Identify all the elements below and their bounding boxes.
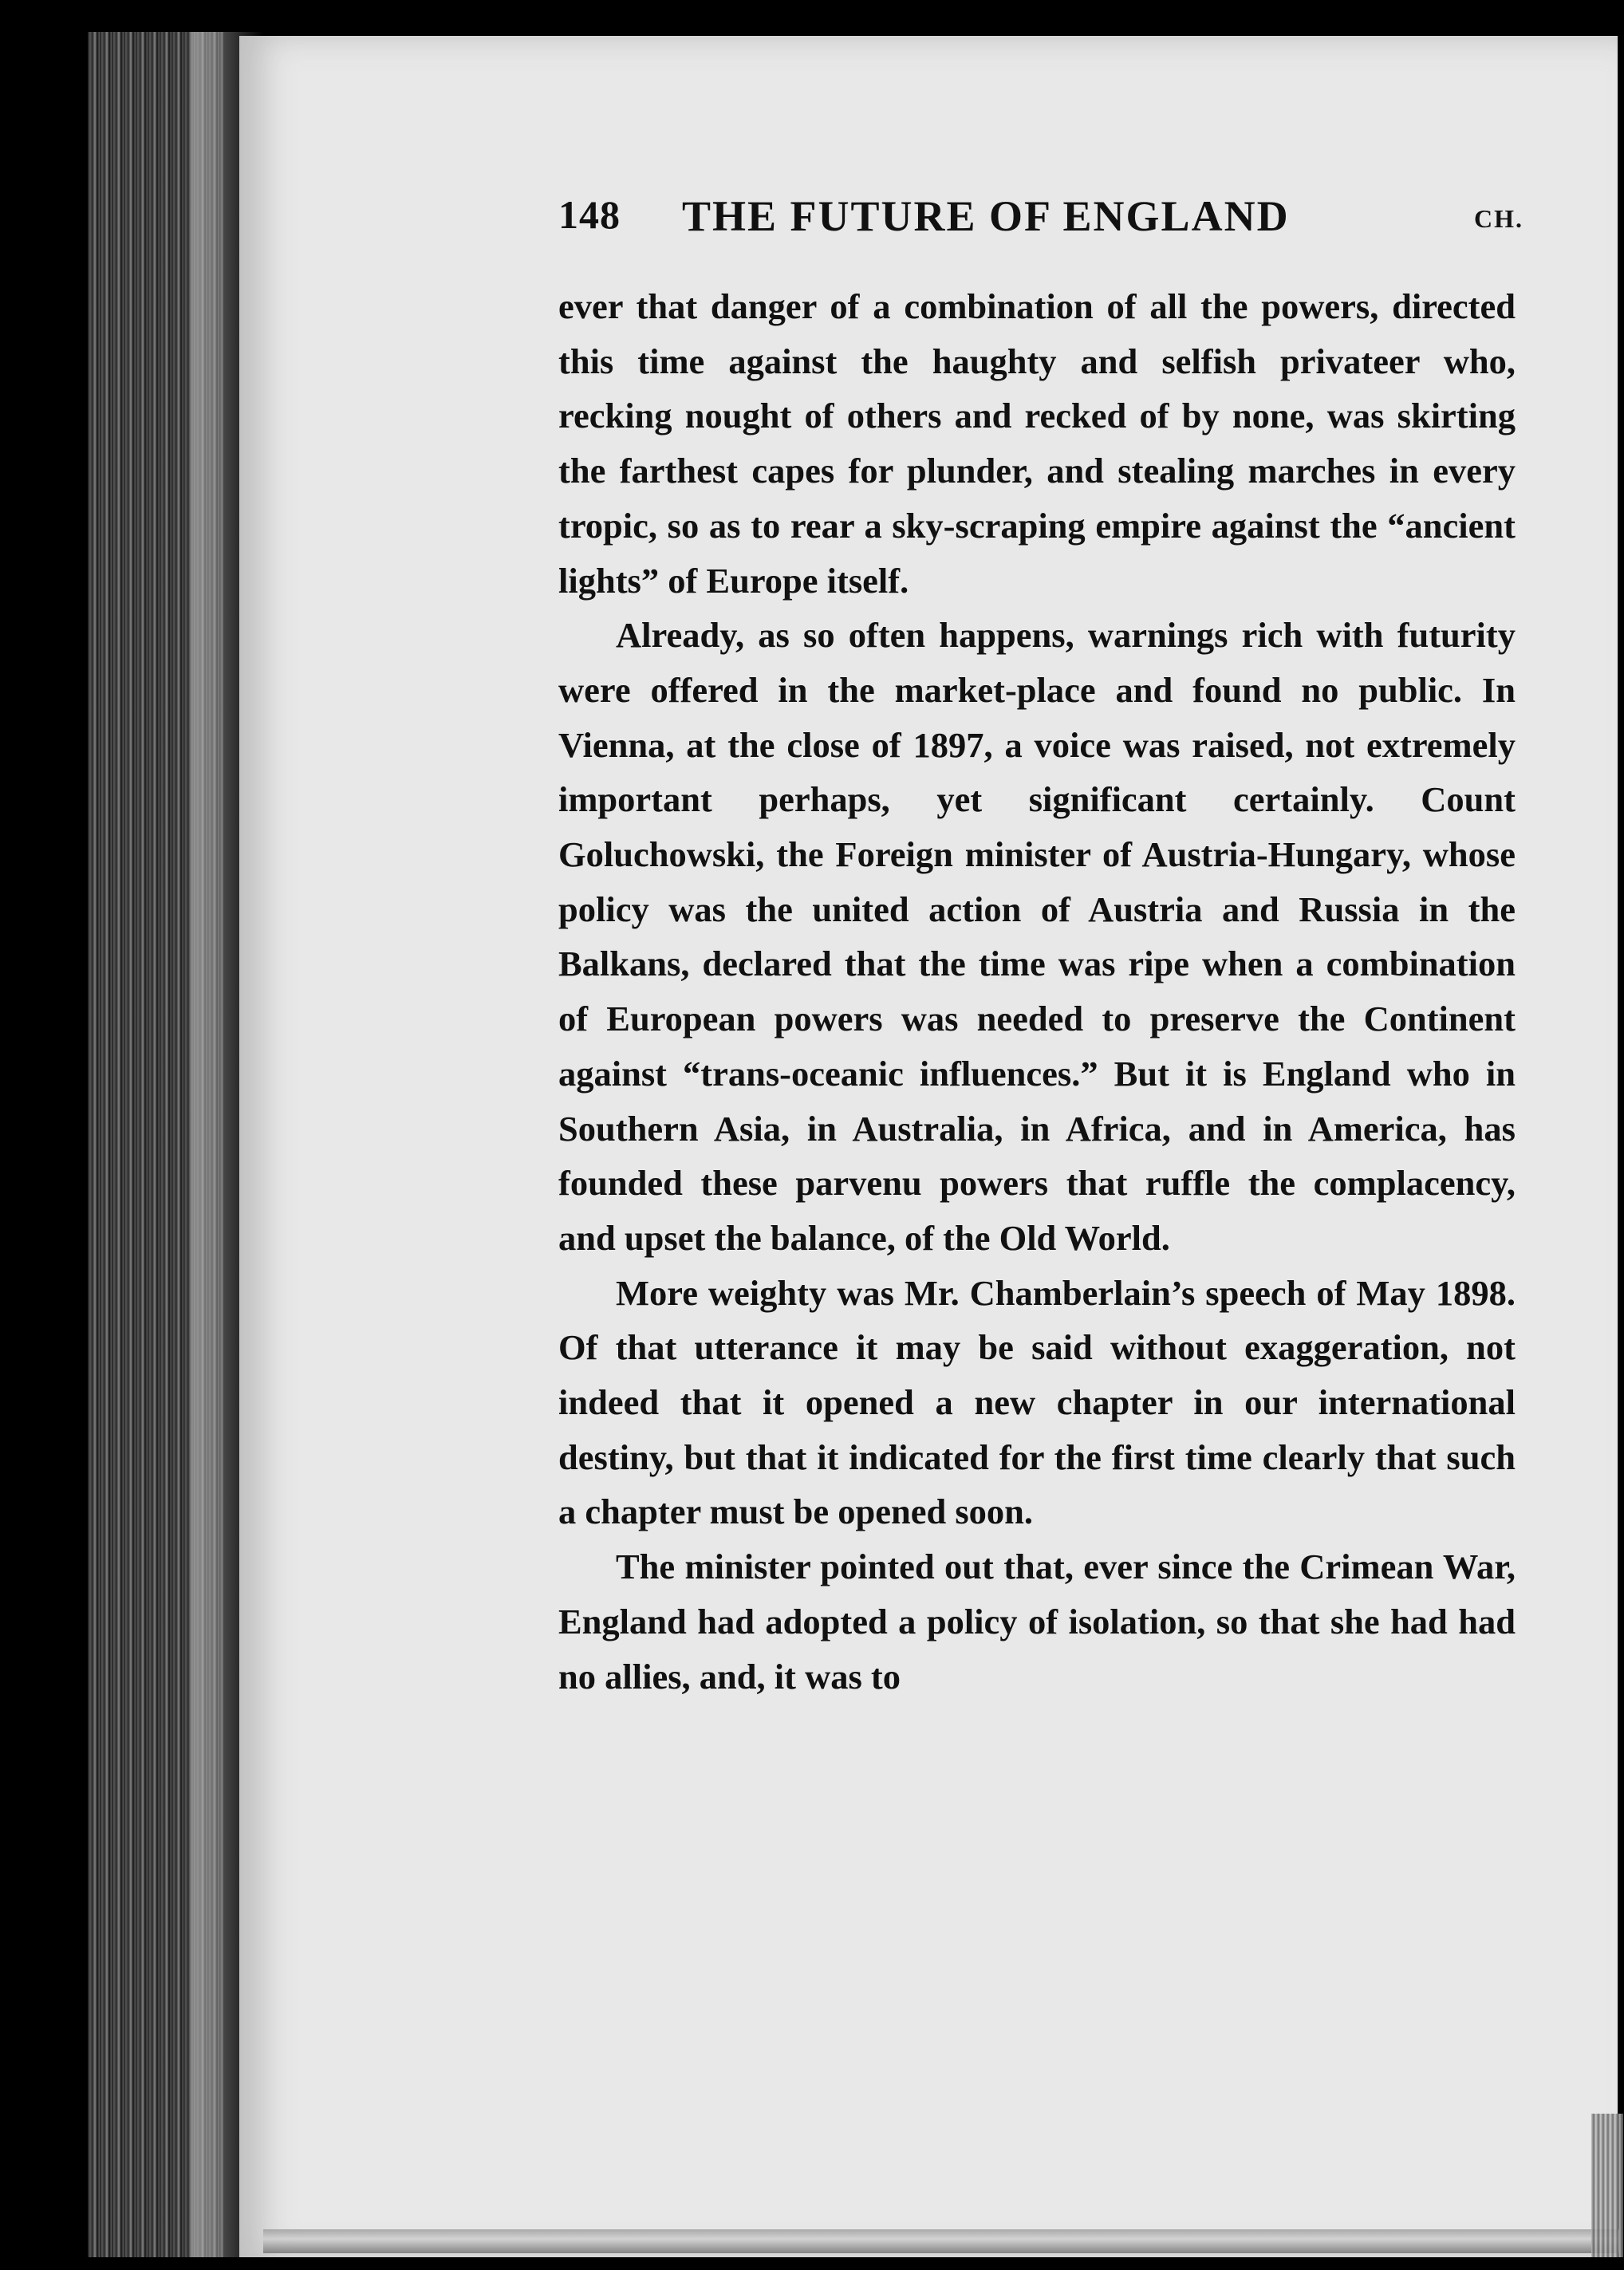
running-header bbox=[558, 191, 1523, 255]
paragraph-continued: ever that danger of a combination of all the powers, directed this time against the haughty and selfish privateer who, recking nought of others and recked of by none, was skirting the farthest capes for plunder, and stealing marches in every tropic, so as to rear a sky-scraping empire against the “ancient lights” of Europe itself. bbox=[558, 286, 1516, 601]
page-bottom-edge bbox=[263, 2229, 1619, 2253]
paragraph-vienna: Already, as so often happens, warnings rich with futurity were offered in the market-place and found no public. In Vienna, at the close of 1897, a voice was raised, not extremely important perhaps, yet significant certainly. Count Goluchowski, the Foreign minister of Austria-Hungary, whose policy was the united action of Austria and Russia in the Balkans, declared that the time was ripe when a combination of European powers was needed to preserve the Continent against “trans-oceanic influences.” But it is England who in Southern Asia, in Australia, in Africa, and in America, has founded these parvenu powers that ruffle the complacency, and upset the balance, of the Old World. bbox=[558, 615, 1516, 1258]
body-text bbox=[558, 279, 1516, 1704]
page-number: 148 bbox=[558, 192, 621, 237]
running-title: THE FUTURE OF ENGLAND bbox=[682, 192, 1290, 240]
page-right-edge bbox=[1591, 2114, 1623, 2257]
paragraph-isolation: The minister pointed out that, ever since the Crimean War, England had adopted a policy of isolation, so that she had had no allies, and, it was to bbox=[558, 1547, 1516, 1697]
chapter-abbreviation: CH. bbox=[1474, 204, 1523, 233]
paragraph-chamberlain-speech: More weighty was Mr. Chamberlain’s speech of May 1898. Of that utterance it may be said without exaggeration, not indeed that it opened a new chapter in our international destiny, but that it indicated for the first time clearly that such a chapter must be opened soon. bbox=[558, 1272, 1516, 1532]
